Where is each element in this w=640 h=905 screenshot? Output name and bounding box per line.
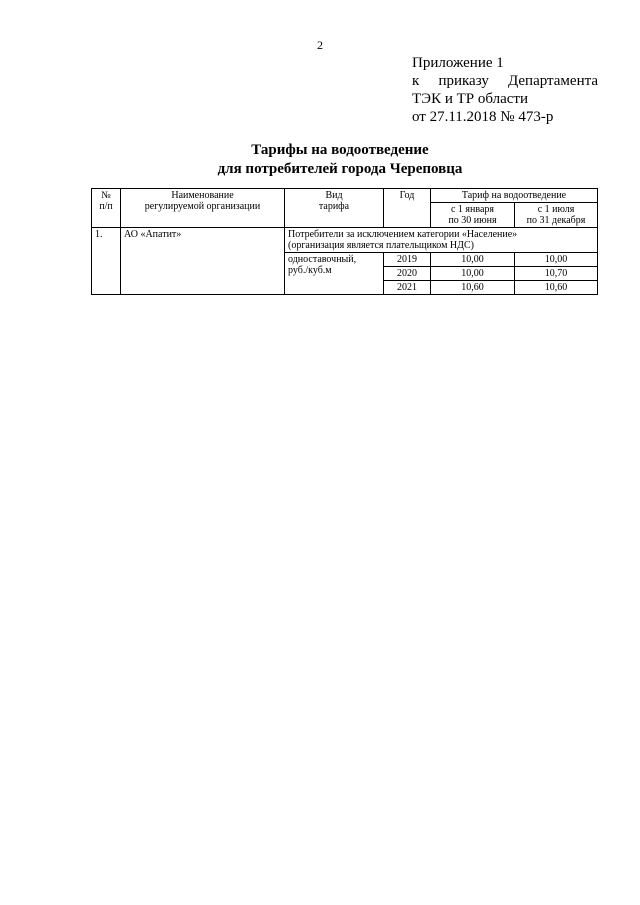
tariff-type-text: руб./куб.м [288,265,332,276]
header-text: Вид [325,190,343,201]
cell-tariff-h2: 10,00 [515,253,598,267]
header-year: Год [384,189,431,228]
appendix-word: к [412,73,420,89]
category-text: Потребители за исключением категории «Население» [288,229,518,240]
tariff-table [91,188,598,295]
appendix-word: Департамента [507,73,598,89]
table-header-row [92,189,598,203]
appendix-line-4: от 27.11.2018 № 473-р [412,109,554,125]
cell-tariff-h2: 10,60 [515,281,598,295]
header-tariff: Тариф на водоотведение [431,189,598,203]
header-period-1 [431,203,515,228]
row-number: 1. [92,228,121,295]
tariff-type-text: одноставочный, [288,254,357,265]
title-line-1: Тарифы на водоотведение [251,142,429,158]
title-line-2: для потребителей города Череповца [217,161,463,177]
header-text: с 1 января [450,204,495,215]
row-organization: АО «Апатит» [121,228,285,295]
header-text: с 1 июля [537,204,575,215]
header-number [92,189,121,228]
row-tariff-type [285,253,384,295]
row-category [285,228,598,253]
header-text: № [101,190,111,201]
cell-tariff-h1: 10,00 [431,253,515,267]
cell-tariff-h1: 10,60 [431,281,515,295]
appendix-block [412,54,598,126]
page-number: 2 [317,38,323,52]
header-organization [121,189,285,228]
header-period-2 [515,203,598,228]
cell-tariff-h2: 10,70 [515,267,598,281]
appendix-line-2 [412,72,598,90]
header-tariff-type [285,189,384,228]
header-text: по 31 декабря [526,215,586,226]
appendix-line-1: Приложение 1 [412,55,504,71]
document-title [0,141,640,179]
appendix-word: приказу [438,73,489,89]
cell-year: 2019 [384,253,431,267]
header-text: тарифа [318,201,350,212]
header-text: п/п [99,201,113,212]
cell-tariff-h1: 10,00 [431,267,515,281]
header-text: по 30 июня [448,215,497,226]
appendix-line-3: ТЭК и ТР области [412,91,528,107]
table-row [92,228,598,253]
cell-year: 2020 [384,267,431,281]
cell-year: 2021 [384,281,431,295]
header-text: Наименование [171,190,234,201]
category-text: (организация является плательщиком НДС) [288,240,474,251]
header-text: регулируемой организации [144,201,261,212]
